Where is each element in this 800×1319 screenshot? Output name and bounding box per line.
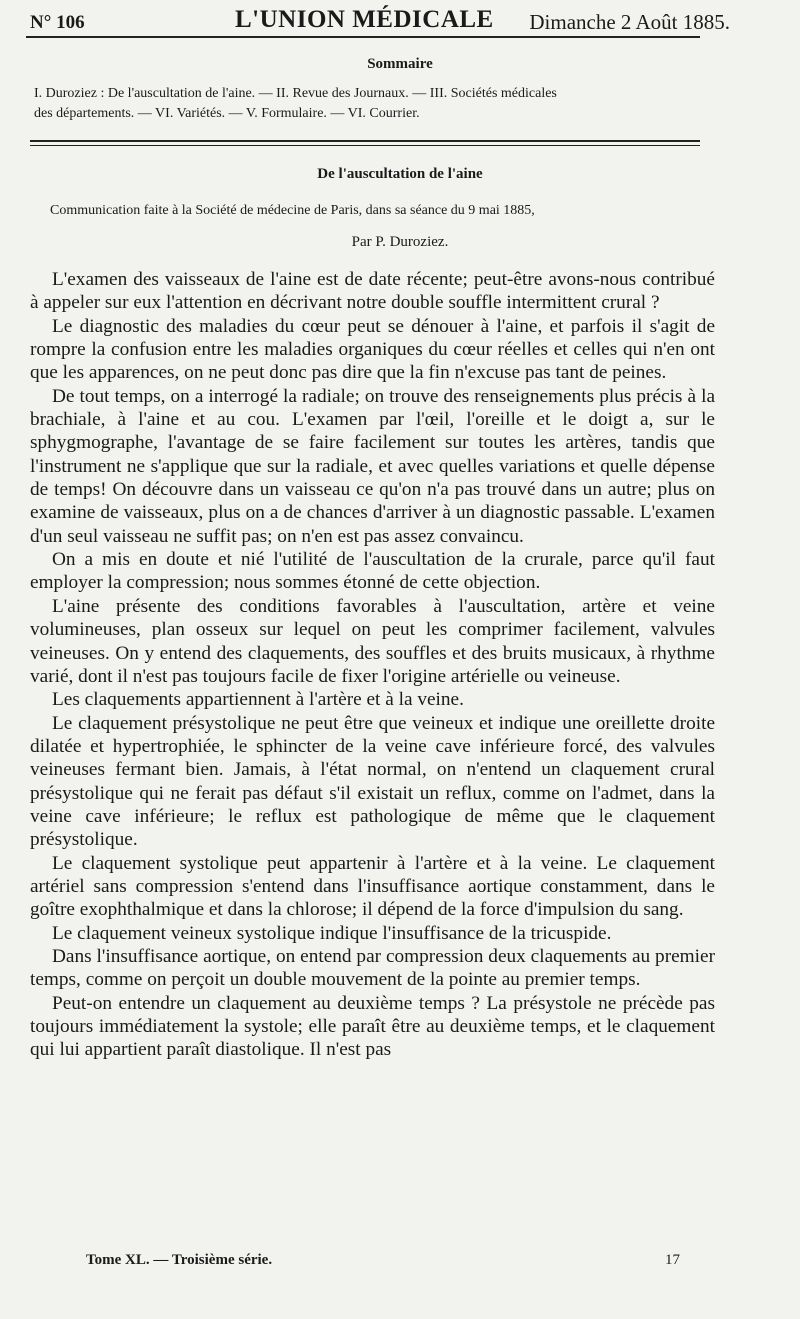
sommaire-contents bbox=[34, 84, 710, 124]
paragraph: Le diagnostic des maladies du cœur peut se dénouer à l'aine, et parfois il s'agit de rompre la confusion entre les maladies organiques du cœur réelles et celles qui n'en ont que les apparences, on ne peut donc pas dire que la fin n'excuse pas tant de peines. bbox=[30, 315, 715, 384]
paragraph: Dans l'insuffisance aortique, on entend par compression deux claquements au premier temps, comme on perçoit un double mouvement de la pointe au premier temps. bbox=[30, 945, 715, 991]
sommaire-rule bbox=[30, 140, 700, 142]
paragraph: De tout temps, on a interrogé la radiale; on trouve des renseignements plus précis à la brachiale, à l'aine et au cou. L'examen par l'œil, l'oreille et le doigt a, sur le sphygmographe, l'avantage de se faire facilement sur toutes les artères, tandis que l'instrument ne s'applique que sur la radiale, et avec quelles variations et quelle dépense de temps! On découvre dans un vaisseau ce qu'on n'a pas trouvé dans un autre; plus on examine de vaisseaux, plus on a de chances d'arriver à un diagnostic passable. L'examen d'un seul vaisseau ne suffit pas; on n'en est pas assez convaincu. bbox=[30, 385, 715, 547]
issue-date: Dimanche 2 Août 1885. bbox=[529, 10, 730, 34]
page-number: 17 bbox=[665, 1252, 680, 1268]
article-body bbox=[30, 268, 715, 1062]
paragraph: Le claquement présystolique ne peut être que veineux et indique une oreillette droite dilatée et hypertrophiée, le sphincter de la veine cave inférieure forcé, des valvules veineuses fermant bien. Jamais, à l'état normal, on n'entend un claquement crural présystolique qui ne ferait pas défaut s'il existait un reflux, comme on l'admet, dans la veine cave inférieure; le reflux est pathologique de même que le claquement présystolique. bbox=[30, 712, 715, 851]
journal-title: L'UNION MÉDICALE bbox=[235, 6, 494, 33]
article-title: De l'auscultation de l'aine bbox=[317, 166, 483, 182]
paragraph: Peut-on entendre un claquement au deuxième temps ? La présystole ne précède pas toujours immédiatement la systole; elle paraît être au deuxième temps, et le claquement qui lui appartient paraît diastolique. Il n'est pas bbox=[30, 992, 715, 1061]
page-header bbox=[30, 6, 770, 34]
paragraph: L'aine présente des conditions favorables à l'auscultation, artère et veine volumineuses, plan osseux sur lequel on peut les comprimer facilement, valvules veineuses. On y entend des claquements, des souffles et des bruits musicaux, à rhythme varié, dont il n'est pas toujours facile de fixer l'origine artérielle ou veineuse. bbox=[30, 595, 715, 687]
article-communication: Communication faite à la Société de médecine de Paris, dans sa séance du 9 mai 1885, bbox=[50, 203, 535, 218]
header-rule bbox=[26, 36, 700, 38]
paragraph: Le claquement veineux systolique indique l'insuffisance de la tricuspide. bbox=[52, 922, 612, 944]
sommaire-line-2: des départements. — VI. Variétés. — V. Formulaire. — VI. Courrier. bbox=[34, 106, 420, 121]
paragraph: On a mis en doute et nié l'utilité de l'auscultation de la crurale, parce qu'il faut employer la compression; nous sommes étonné de cette objection. bbox=[30, 549, 715, 594]
paragraph: Les claquements appartiennent à l'artère et à la veine. bbox=[52, 689, 464, 711]
paragraph: L'examen des vaisseaux de l'aine est de date récente; peut-être avons-nous contribué à appeler sur eux l'attention en décrivant notre double souffle intermittent crural ? bbox=[30, 269, 715, 314]
sommaire-line-1: I. Duroziez : De l'auscultation de l'aine. — II. Revue des Journaux. — III. Sociétés médicales bbox=[34, 86, 557, 101]
issue-number: N° 106 bbox=[30, 12, 85, 33]
article-author: Par P. Duroziez. bbox=[351, 234, 449, 250]
sommaire-rule-thin bbox=[30, 145, 700, 146]
sommaire-title: Sommaire bbox=[367, 56, 433, 72]
page-footer bbox=[86, 1252, 680, 1276]
paragraph: Le claquement systolique peut appartenir à l'artère et à la veine. Le claquement artériel sans compression s'entend dans l'insuffisance aortique constamment, dans le goître exophthalmique et dans la chlorose; il dépend de la force d'impulsion du sang. bbox=[30, 852, 715, 921]
tome-label: Tome XL. — Troisième série. bbox=[86, 1252, 273, 1268]
